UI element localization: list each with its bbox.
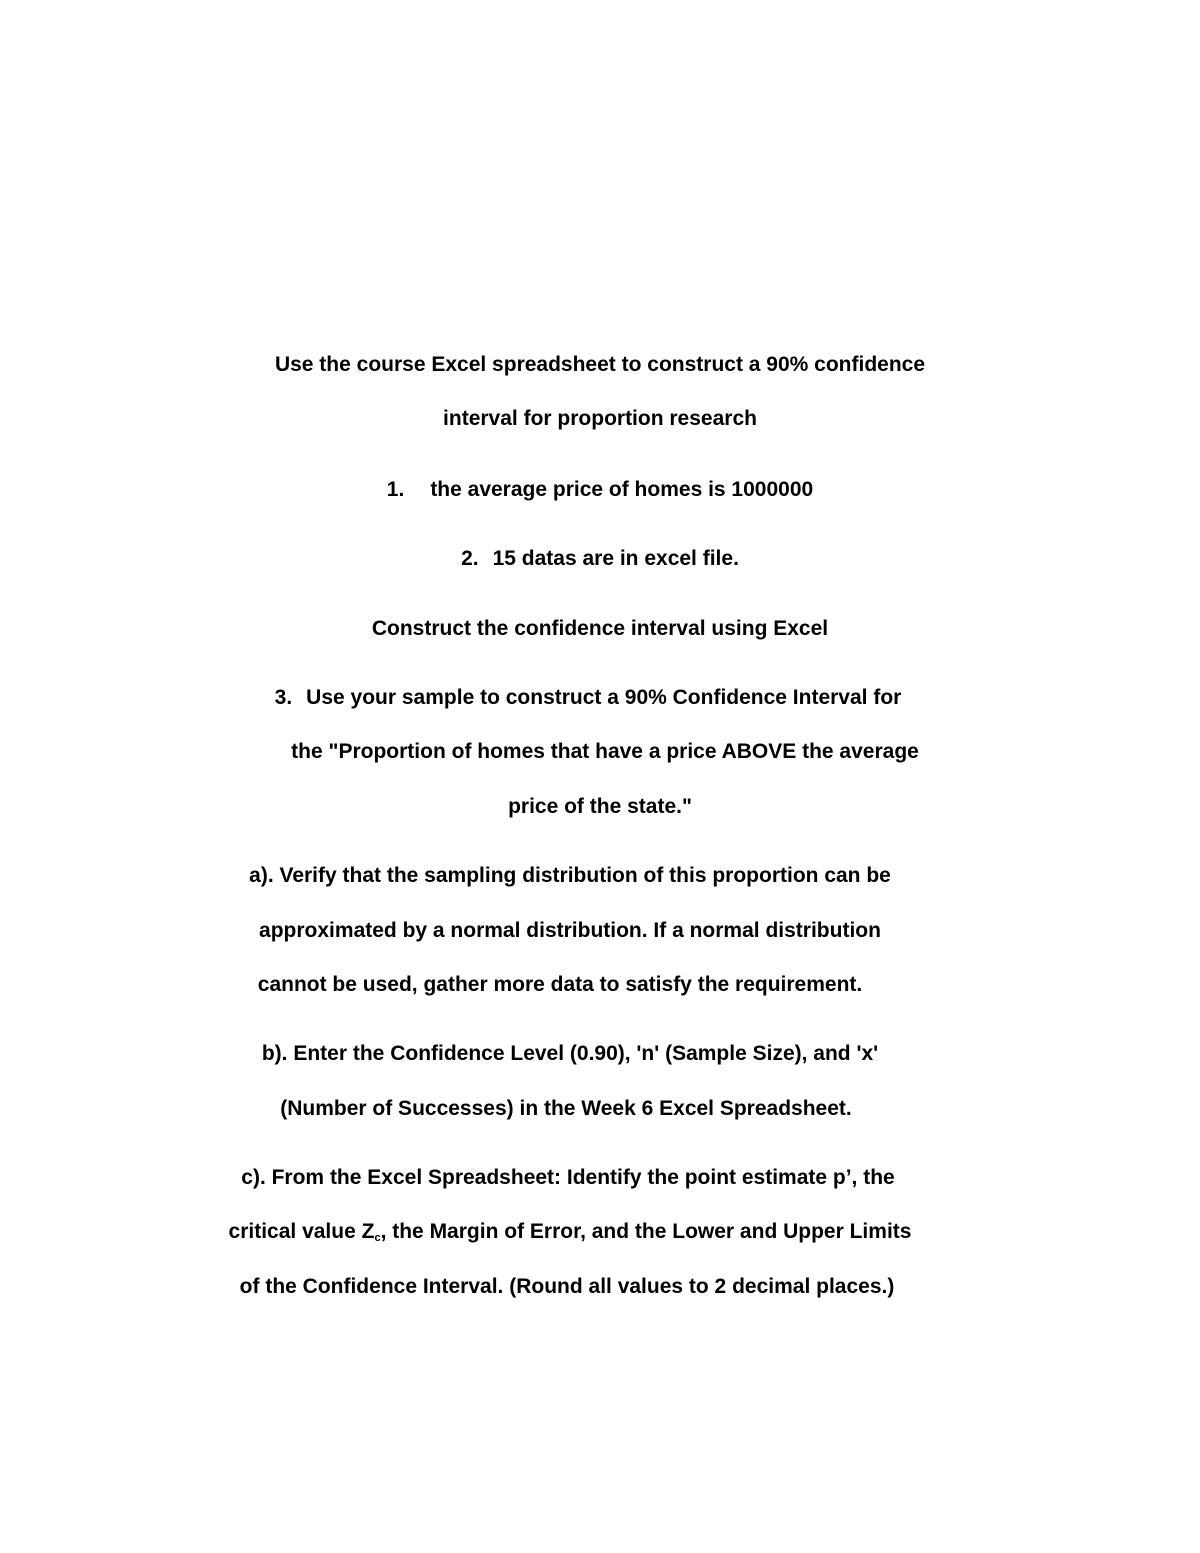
part-c-line-3: of the Confidence Interval. (Round all values to 2 decimal places.): [239, 1275, 895, 1298]
part-c-line-2-start: critical value Z: [228, 1220, 375, 1243]
part-c-line-1: c). From the Excel Spreadsheet: Identify the point estimate p’, the: [241, 1166, 895, 1189]
part-b-line-1: b). Enter the Confidence Level (0.90), 'n' (Sample Size), and 'x': [261, 1042, 879, 1065]
list-item-2-text: 15 datas are in excel file.: [492, 547, 739, 570]
construct-heading: Construct the confidence interval using Excel: [371, 617, 829, 640]
list-item-2-number: 2.: [461, 547, 479, 570]
list-item-3-number: 3.: [274, 686, 293, 709]
z-subscript: c: [374, 1232, 381, 1244]
part-c-line-2-end: , the Margin of Error, and the Lower and Upper Limits: [380, 1220, 912, 1243]
part-a-line-1: a). Verify that the sampling distribution of this proportion can be: [249, 864, 891, 887]
part-a-line-2: approximated by a normal distribution. If a normal distribution: [259, 919, 881, 942]
part-b-line-2: (Number of Successes) in the Week 6 Excel Spreadsheet.: [280, 1097, 852, 1120]
list-item-1-text: the average price of homes is 1000000: [430, 478, 814, 501]
list-item-1: [0, 477, 1200, 503]
list-item-2: [0, 546, 1200, 572]
list-item-3-line-2: the "Proportion of homes that have a price ABOVE the average: [291, 740, 919, 763]
intro-line-1: Use the course Excel spreadsheet to construct a 90% confidence: [274, 353, 926, 376]
part-a-line-3: cannot be used, gather more data to satisfy the requirement.: [257, 973, 863, 996]
list-item-3-text: Use your sample to construct a 90% Confidence Interval for: [306, 686, 902, 709]
list-item-3-line-3: price of the state.": [508, 795, 692, 818]
intro-line-2: interval for proportion research: [443, 407, 757, 430]
list-item-1-number: 1.: [386, 478, 405, 501]
list-item-3-line-1: [0, 685, 1188, 711]
part-c-line-2: [0, 1219, 1170, 1245]
